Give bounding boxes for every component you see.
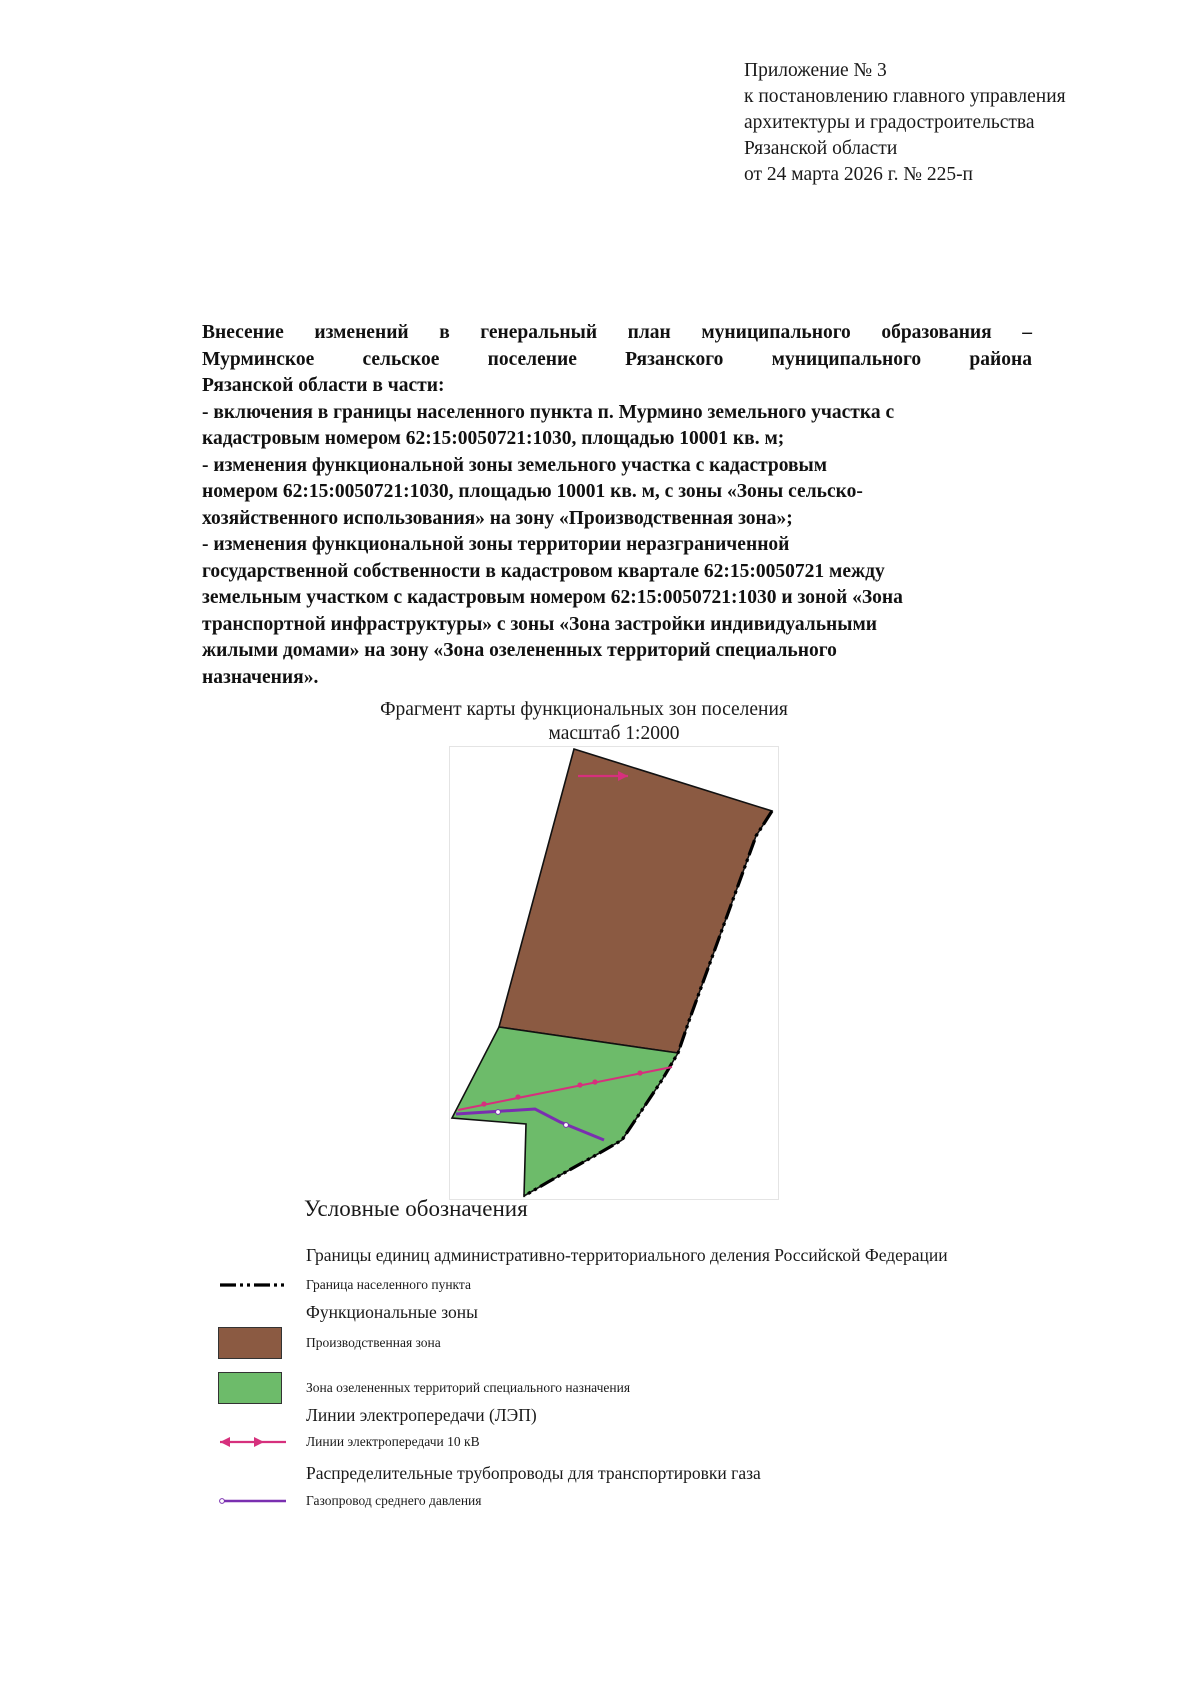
power-line-node xyxy=(515,1094,520,1099)
power-line-node xyxy=(592,1079,597,1084)
legend-zones-heading: Функциональные зоны xyxy=(306,1302,478,1322)
appendix-line: архитектуры и градостроительства xyxy=(744,112,1035,133)
intro-line: Мурминское сельское поселение Рязанского муниципального района xyxy=(202,348,1032,370)
power-line-symbol xyxy=(210,1435,290,1449)
intro-line: номером 62:15:0050721:1030, площадью 10001 кв. м, с зоны «Зоны сельско- xyxy=(202,481,863,502)
legend-settlement-boundary: Граница населенного пункта xyxy=(306,1277,471,1292)
legend-production-zone: Производственная зона xyxy=(306,1335,441,1350)
intro-line: - изменения функциональной зоны земельного участка с кадастровым xyxy=(202,454,828,476)
appendix-line: Приложение № 3 xyxy=(744,60,887,81)
appendix-line: от 24 марта 2026 г. № 225-п xyxy=(744,164,973,185)
settlement-boundary-symbol xyxy=(210,1278,290,1292)
legend-power-heading: Линии электропередачи (ЛЭП) xyxy=(306,1405,537,1425)
map-scale: масштаб 1:2000 xyxy=(548,723,680,744)
map-caption-title: Фрагмент карты функциональных зон поселения xyxy=(380,699,788,720)
intro-line: Внесение изменений в генеральный план муниципального образования – xyxy=(202,322,1032,343)
intro-line: - изменения функциональной зоны территории неразграниченной xyxy=(202,534,790,555)
legend-admin-heading: Границы единиц административно-территориального деления Российской Федерации xyxy=(306,1245,948,1265)
legend-green-zone: Зона озелененных территорий специального назначения xyxy=(306,1380,631,1395)
production-zone-area xyxy=(499,749,772,1053)
gas-pipeline-node xyxy=(564,1123,569,1128)
intro-line: назначения». xyxy=(202,666,319,688)
gas-pipeline-symbol xyxy=(210,1494,290,1508)
intro-line: земельным участком с кадастровым номером 62:15:0050721:1030 и зоной «Зона xyxy=(202,587,903,608)
production-zone-swatch xyxy=(218,1327,282,1359)
intro-line: хозяйственного использования» на зону «Производственная зона»; xyxy=(202,507,793,529)
intro-line: - включения в границы населенного пункта п. Мурмино земельного участка с xyxy=(202,401,895,423)
legend-power-line-10kv: Линии электропередачи 10 кВ xyxy=(306,1434,480,1449)
green-zone-swatch xyxy=(218,1372,282,1404)
gas-pipeline-node xyxy=(496,1110,501,1115)
intro-line: жилыми домами» на зону «Зона озелененных территорий специального xyxy=(202,640,837,661)
appendix-line: Рязанской области xyxy=(744,138,898,159)
power-line-node xyxy=(481,1101,486,1106)
intro-line: государственной собственности в кадастровом квартале 62:15:0050721 между xyxy=(202,560,885,582)
appendix-line: к постановлению главного управления xyxy=(744,86,1066,107)
legend-title: Условные обозначения xyxy=(304,1196,528,1221)
intro-line: кадастровым номером 62:15:0050721:1030, площадью 10001 кв. м; xyxy=(202,428,785,449)
legend-gas-heading: Распределительные трубопроводы для транспортировки газа xyxy=(306,1463,761,1483)
power-line-node xyxy=(577,1082,582,1087)
intro-line: Рязанской области в части: xyxy=(202,375,445,396)
intro-line: транспортной инфраструктуры» с зоны «Зона застройки индивидуальными xyxy=(202,613,877,635)
power-line-node xyxy=(637,1070,642,1075)
legend-gas-medium: Газопровод среднего давления xyxy=(306,1493,482,1508)
